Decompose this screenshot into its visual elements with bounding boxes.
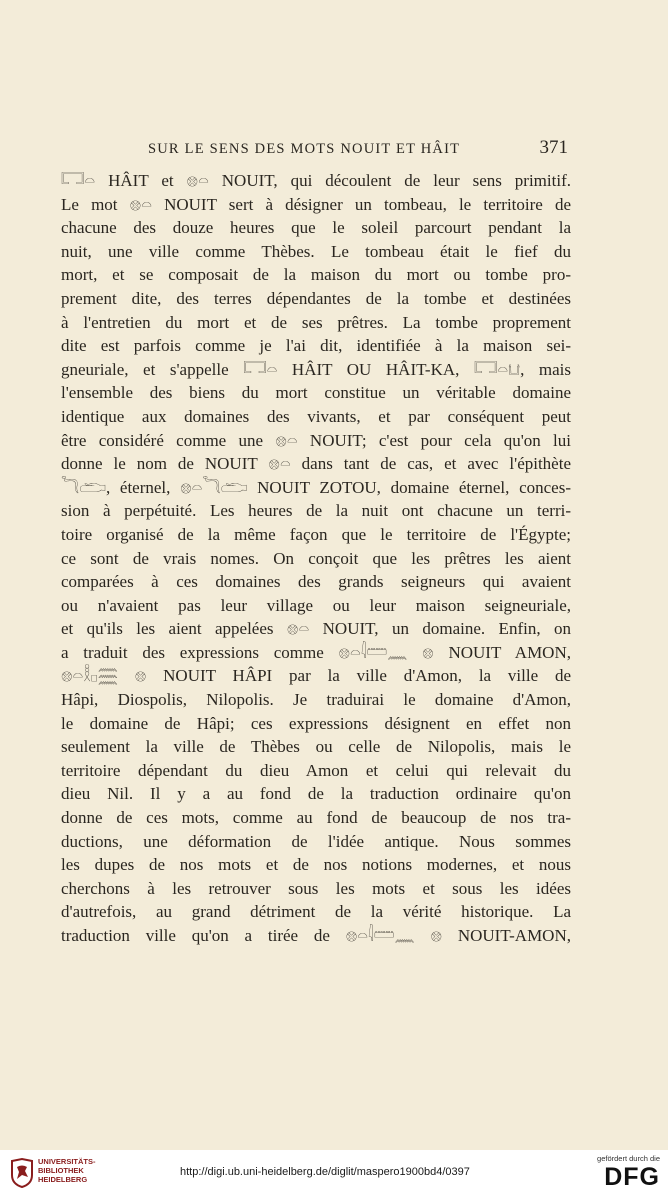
text-line: dite est parfois comme je l'ai dit, identifiée à la maison sei- [61, 336, 571, 356]
dfg-caption: gefördert durch die [597, 1154, 660, 1163]
viewer-footer [0, 1150, 668, 1197]
page-header [60, 137, 568, 161]
text-line: sion à perpétuité. Les heures de la nuit ont chacune un terri- [61, 501, 571, 521]
text-line: seulement la ville de Thèbes ou celle de Nilopolis, mais le [61, 737, 571, 757]
text-line: a traduit des expressions comme 𓊖𓏏𓇋𓏠𓈖 𓊖 NOUIT AMON, [61, 642, 571, 662]
dfg-logo-icon: DFG [604, 1163, 660, 1191]
library-name [38, 1157, 96, 1184]
text-line: cherchons à les retrouver sous les mots et sous les idées [61, 878, 571, 898]
permalink-url[interactable]: http://digi.ub.uni-heidelberg.de/diglit/maspero1900bd4/0397 [180, 1166, 470, 1178]
text-line: ce sont de vrais nomes. On conçoit que les prêtres les aient [61, 548, 571, 568]
text-line: donne le nom de NOUIT 𓊖𓏏 dans tant de cas, et avec l'épithète [61, 454, 571, 474]
library-name-line: UNIVERSITÄTS- [38, 1157, 96, 1166]
text-line: à l'entretien du mort et de ses prêtres. La tombe proprement [61, 312, 571, 332]
text-line: gneuriale, et s'appelle 𓉐𓏏 HÂIT OU HÂIT-KA, 𓉐𓏏𓂓, mais [61, 359, 571, 379]
text-line: territoire dépendant du dieu Amon et celui qui relevait du [61, 760, 571, 780]
text-line: dieu Nil. Il y a au fond de la traduction ordinaire qu'on [61, 784, 571, 804]
text-line: prement dite, des terres dépendantes de la tombe et destinées [61, 288, 571, 308]
text-line: 𓆓𓂧, éternel, 𓊖𓏏𓆓𓂧 NOUIT ZOTOU, domaine éternel, conces- [61, 477, 571, 497]
text-line: donne de ces mots, comme au fond de beaucoup de nos tra- [61, 808, 571, 828]
text-line: Hâpi, Diospolis, Nilopolis. Je traduirai le domaine d'Amon, [61, 690, 571, 710]
text-line: l'ensemble des biens du mort constitue un véritable domaine [61, 383, 571, 403]
text-line: 𓉐𓏏 HÂIT et 𓊖𓏏 NOUIT, qui découlent de leur sens primitif. [61, 171, 571, 190]
text-line: traduction ville qu'on a tirée de 𓊖𓏏𓇋𓏠𓈖 𓊖 NOUIT-AMON, [61, 926, 571, 945]
text-line: et qu'ils les aient appelées 𓊖𓏏 NOUIT, un domaine. Enfin, on [61, 619, 571, 639]
running-head: SUR LE SENS DES MOTS NOUIT ET HÂIT [148, 141, 461, 157]
library-name-line: BIBLIOTHEK [38, 1166, 84, 1175]
text-line: toire organisé de la même façon que le territoire de l'Égypte; [61, 524, 571, 544]
text-line: ductions, une déformation de l'idée antique. Nous sommes [61, 831, 571, 851]
text-line: d'autrefois, au grand détriment de la vérité historique. La [61, 902, 571, 922]
text-line: identique aux domaines des vivants, et par conséquent peut [61, 406, 571, 426]
text-line: les dupes de nos mots et de nos notions modernes, et nous [61, 855, 571, 875]
text-line: mort, et se composait de la maison du mort ou tombe pro- [61, 265, 571, 285]
text-line: 𓊖𓏏𓎛𓊪𓈗 𓊖 NOUIT HÂPI par la ville d'Amon, la ville de [61, 666, 571, 686]
page-number: 371 [539, 137, 568, 158]
text-line: comparées à ces domaines des grands seigneurs qui avaient [61, 572, 571, 592]
heidelberg-lion-icon [8, 1157, 36, 1189]
text-line: chacune des douze heures que le soleil parcourt pendant la [61, 218, 571, 238]
library-name-line: HEIDELBERG [38, 1175, 88, 1184]
library-logo[interactable] [8, 1155, 158, 1191]
text-line: le domaine de Hâpi; ces expressions désignent en effet non [61, 713, 571, 733]
text-line: être considéré comme une 𓊖𓏏 NOUIT; c'est pour cela qu'on lui [61, 430, 571, 450]
text-line: nuit, une ville comme Thèbes. Le tombeau était le fief du [61, 241, 571, 261]
text-line: ou n'avaient pas leur village ou leur maison seigneuriale, [61, 595, 571, 615]
text-line: Le mot 𓊖𓏏 NOUIT sert à désigner un tombeau, le territoire de [61, 194, 571, 214]
dfg-logo-block[interactable] [580, 1154, 660, 1194]
body-text [61, 169, 571, 948]
